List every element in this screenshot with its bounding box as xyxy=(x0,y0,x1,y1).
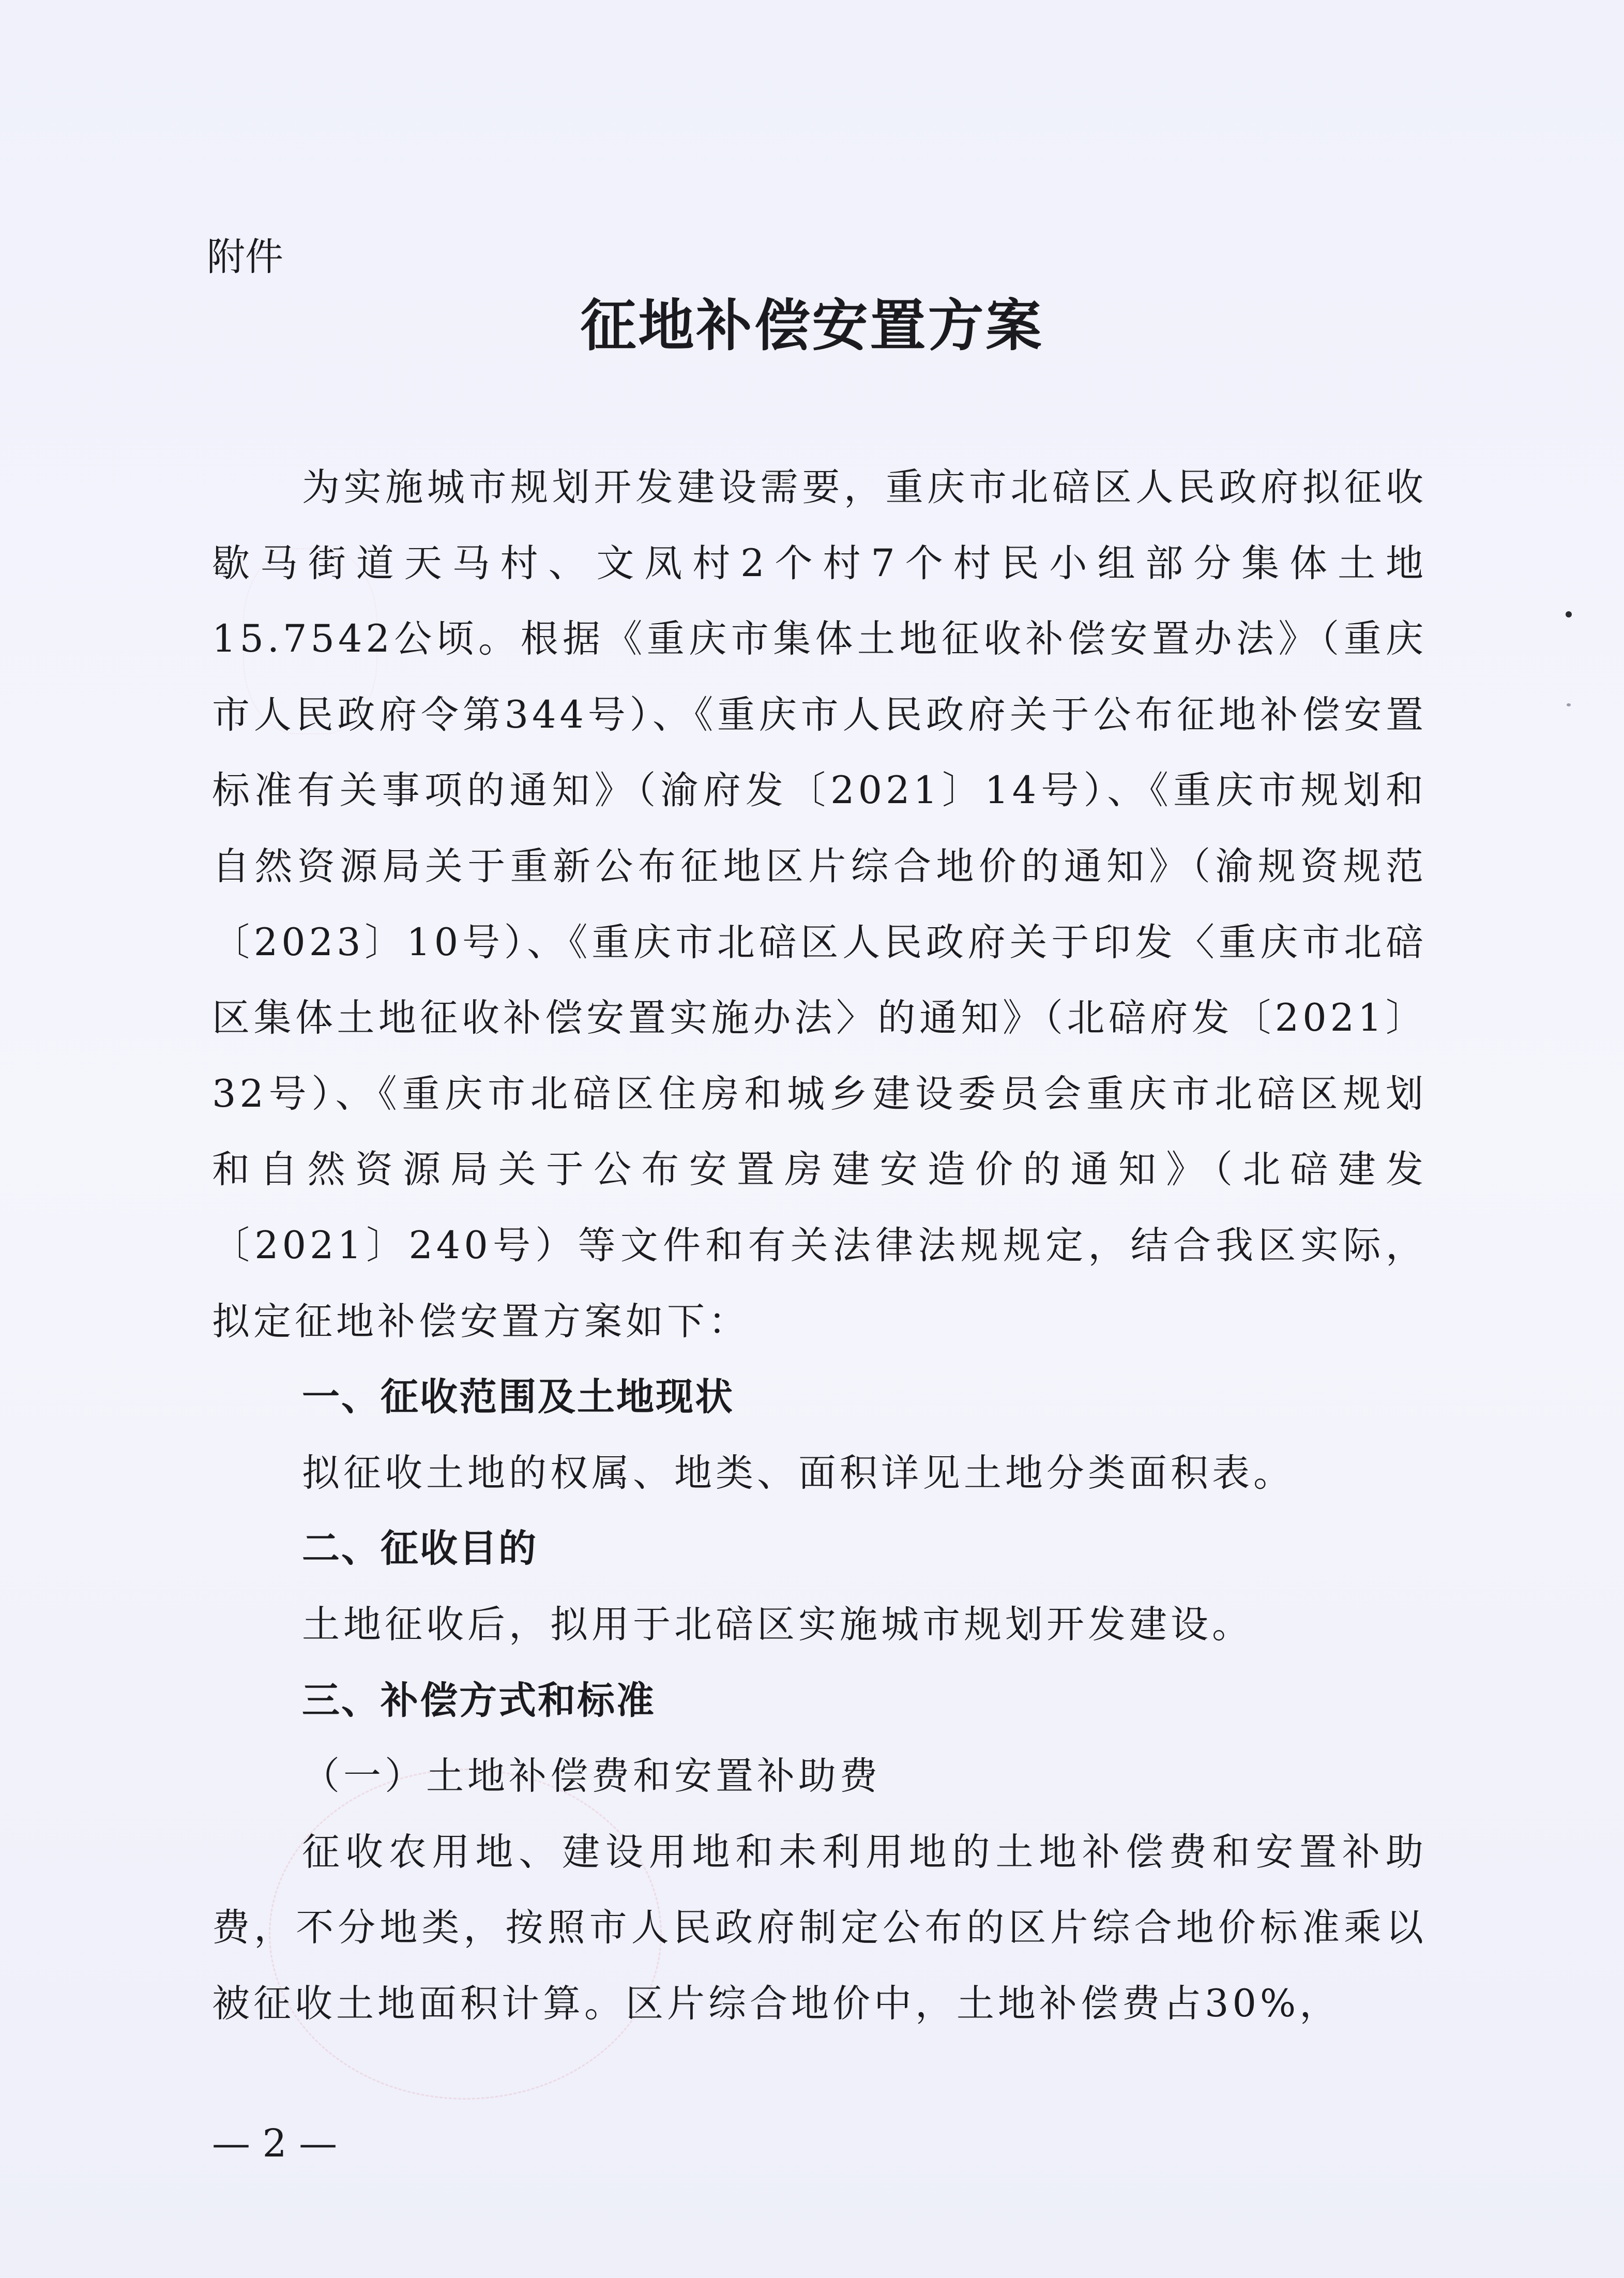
section-1-body: 拟征收土地的权属、地类、面积详见土地分类面积表。 xyxy=(302,1451,1295,1495)
section-2-body: 土地征收后，拟用于北碚区实施城市规划开发建设。 xyxy=(302,1602,1253,1647)
document-body xyxy=(212,450,1427,2042)
section-3-heading: 三、补偿方式和标准 xyxy=(302,1678,656,1723)
page-number: — 2 — xyxy=(212,2121,338,2166)
subsection-1-heading: （一）土地补偿费和安置补助费 xyxy=(302,1754,881,1799)
attachment-label: 附件 xyxy=(207,235,283,279)
document-title: 征地补偿安置方案 xyxy=(580,293,1044,358)
section-2-heading: 二、征收目的 xyxy=(302,1527,538,1571)
intro-paragraph: 为实施城市规划开发建设需要，重庆市北碚区人民政府拟征收歇马街道天马村、文凤村2个村7个村民小组部分集体土地15.7542公顷。根据《重庆市集体土地征收补偿安置办法》（重庆市人民政府令第344号）、《重庆市人民政府关于公布征地补偿安置标准有关事项的通知》（渝府发〔2021〕14号）、《重庆市规划和自然资源局关于重新公布征地区片综合地价的通知》（渝规资规范〔2023〕10号）、《重庆市北碚区人民政府关于印发〈重庆市北碚区集体土地征收补偿安置实施办法〉的通知》（北碚府发〔2021〕32号）、《重庆市北碚区住房和城乡建设委员会重庆市北碚区规划和自然资源局关于公布安置房建安造价的通知》（北碚建发〔2021〕240号）等文件和有关法律法规规定，结合我区实际，拟定征地补偿安置方案如下： xyxy=(212,465,1427,1344)
scan-speck xyxy=(1566,611,1572,617)
subsection-1-body: 征收农用地、建设用地和未利用地的土地补偿费和安置补助费，不分地类，按照市人民政府制定公布的区片综合地价标准乘以被征收土地面积计算。区片综合地价中，土地补偿费占30%， xyxy=(212,1830,1427,2026)
section-1-heading: 一、征收范围及土地现状 xyxy=(302,1375,734,1420)
scan-speck xyxy=(1567,703,1571,706)
